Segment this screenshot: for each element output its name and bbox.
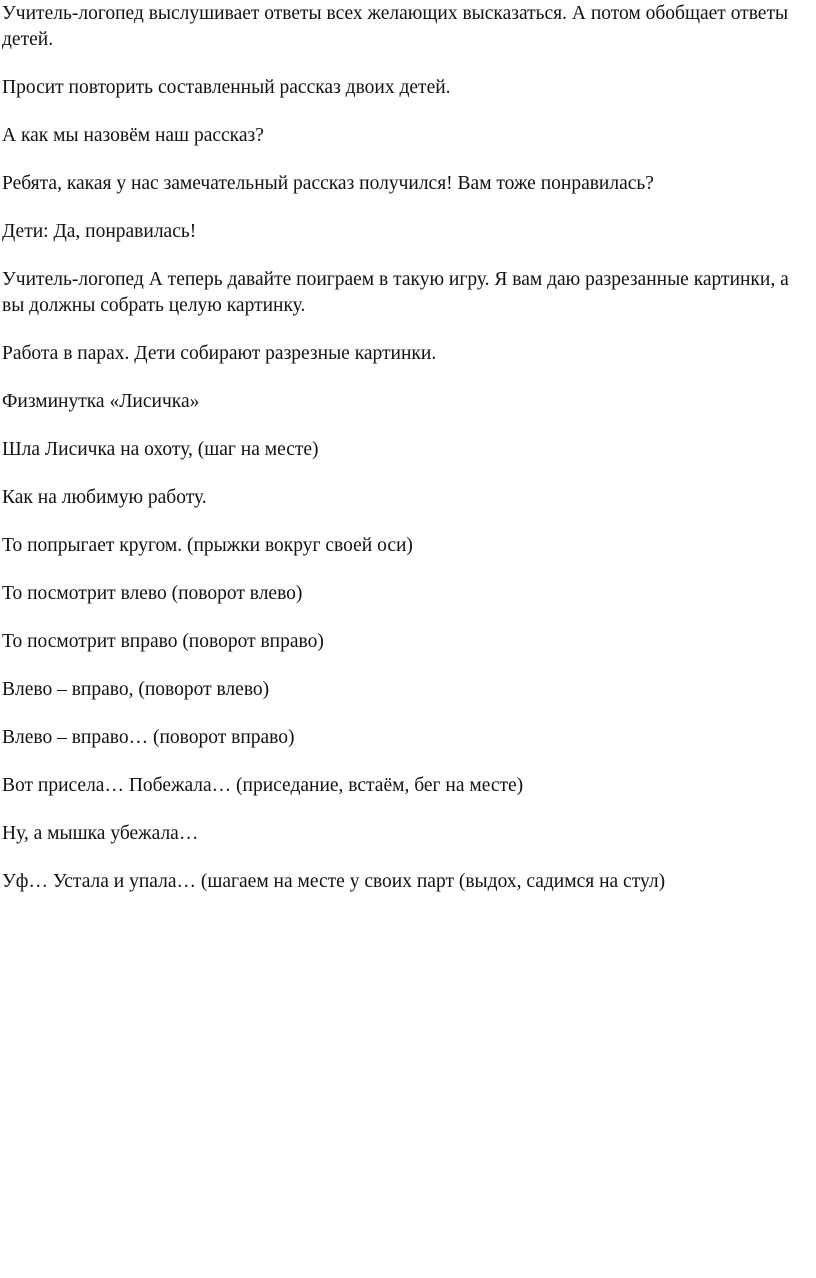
paragraph-exercise-line-1: Шла Лисичка на охоту, (шаг на месте) — [2, 439, 319, 460]
paragraph-exercise-line-2: Как на любимую работу. — [2, 487, 207, 508]
paragraph-story-praise: Ребята, какая у нас замечательный рассказ получился! Вам тоже понравилась? — [2, 173, 654, 194]
paragraph-repeat-story: Просит повторить составленный рассказ двоих детей. — [2, 77, 451, 98]
paragraph-pair-work: Работа в парах. Дети собирают разрезные картинки. — [2, 343, 437, 364]
paragraph-exercise-line-10: Уф… Устала и упала… (шагаем на месте у своих парт (выдох, садимся на стул) — [2, 871, 666, 892]
paragraph-exercise-title: Физминутка «Лисичка» — [2, 391, 200, 412]
paragraph-teacher-summary: Учитель-логопед выслушивает ответы всех желающих высказаться. А потом обобщает ответы детей. — [2, 3, 789, 50]
paragraph-story-title-question: А как мы назовём наш рассказ? — [2, 125, 264, 146]
paragraph-exercise-line-5: То посмотрит вправо (поворот вправо) — [2, 631, 324, 652]
paragraph-exercise-line-4: То посмотрит влево (поворот влево) — [2, 583, 303, 604]
paragraph-exercise-line-7: Влево – вправо… (поворот вправо) — [2, 727, 295, 748]
paragraph-exercise-line-3: То попрыгает кругом. (прыжки вокруг своей оси) — [2, 535, 413, 556]
paragraph-exercise-line-8: Вот присела… Побежала… (приседание, встаём, бег на месте) — [2, 775, 524, 796]
paragraph-exercise-line-6: Влево – вправо, (поворот влево) — [2, 679, 270, 700]
paragraph-game-instruction: Учитель-логопед А теперь давайте поиграем в такую игру. Я вам даю разрезанные картинки, а вы должны собрать целую картинку. — [2, 269, 789, 316]
paragraph-exercise-line-9: Ну, а мышка убежала… — [2, 823, 199, 844]
paragraph-children-answer: Дети: Да, понравилась! — [2, 221, 197, 242]
